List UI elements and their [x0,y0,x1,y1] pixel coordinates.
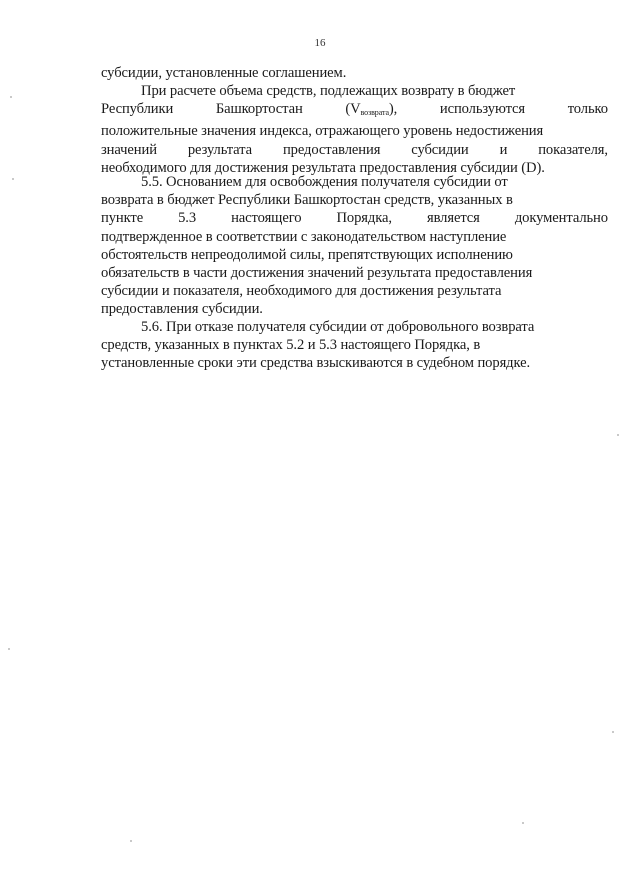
text-line: предоставления субсидии. [101,301,263,318]
word: предоставления [282,141,381,158]
text-line: 5.5. Основанием для освобождения получателя субсидии от [141,174,508,190]
word: результата [187,141,252,158]
word: 5.3 [178,210,197,227]
text-line: средств, указанных в пунктах 5.2 и 5.3 настоящего Порядка, в [101,337,481,354]
scan-speck [8,648,10,650]
word: документально [514,210,608,227]
paragraph-5-4-calculation [101,82,608,177]
word: только [567,101,608,118]
word: Порядка, [336,210,392,227]
scan-speck [617,434,619,436]
scan-speck [130,840,132,842]
word: используются [439,101,526,118]
text-line [101,141,608,159]
scan-speck [522,822,524,824]
word: показателя, [538,141,608,158]
text-line: подтвержденное в соответствии с законодательством наступление [101,228,507,245]
paragraph-5-6 [101,318,608,373]
word: значений [101,141,157,158]
text-line: 5.6. При отказе получателя субсидии от добровольного возврата [141,319,535,335]
text-line [101,100,608,122]
scan-speck [12,178,14,180]
text-line: положительные значения индекса, отражающего уровень недостижения [101,123,544,140]
scan-speck [10,96,12,98]
text-line: необходимого для достижения результата предоставления субсидии (D). [101,159,545,176]
text-line: обстоятельств непреодолимой силы, препятствующих исполнению [101,246,513,263]
text-line [101,209,608,227]
paragraph-5-5 [101,173,608,319]
text-line: субсидии, установленные соглашением. [101,65,347,81]
word: субсидии [411,141,469,158]
scan-speck [612,731,614,733]
word: Республики [101,101,174,118]
text-line: субсидии и показателя, необходимого для достижения результата [101,283,502,300]
page-number: 16 [314,37,326,49]
text-line: возврата в бюджет Республики Башкортостан средств, указанных в [101,192,513,209]
word: пункте [101,210,144,227]
formula-v-return: $(V_{возврата})$, [345,101,398,118]
text-line: установленные сроки эти средства взыскиваются в судебном порядке. [101,355,531,372]
word: Башкортостан [215,101,303,118]
word: и [499,141,508,158]
text-line: При расчете объема средств, подлежащих возврату в бюджет [141,83,516,99]
text-line: обязательств в части достижения значений результата предоставления [101,265,533,282]
word: настоящего [231,210,302,227]
word: является [426,210,480,227]
paragraph-continuation [101,64,608,82]
